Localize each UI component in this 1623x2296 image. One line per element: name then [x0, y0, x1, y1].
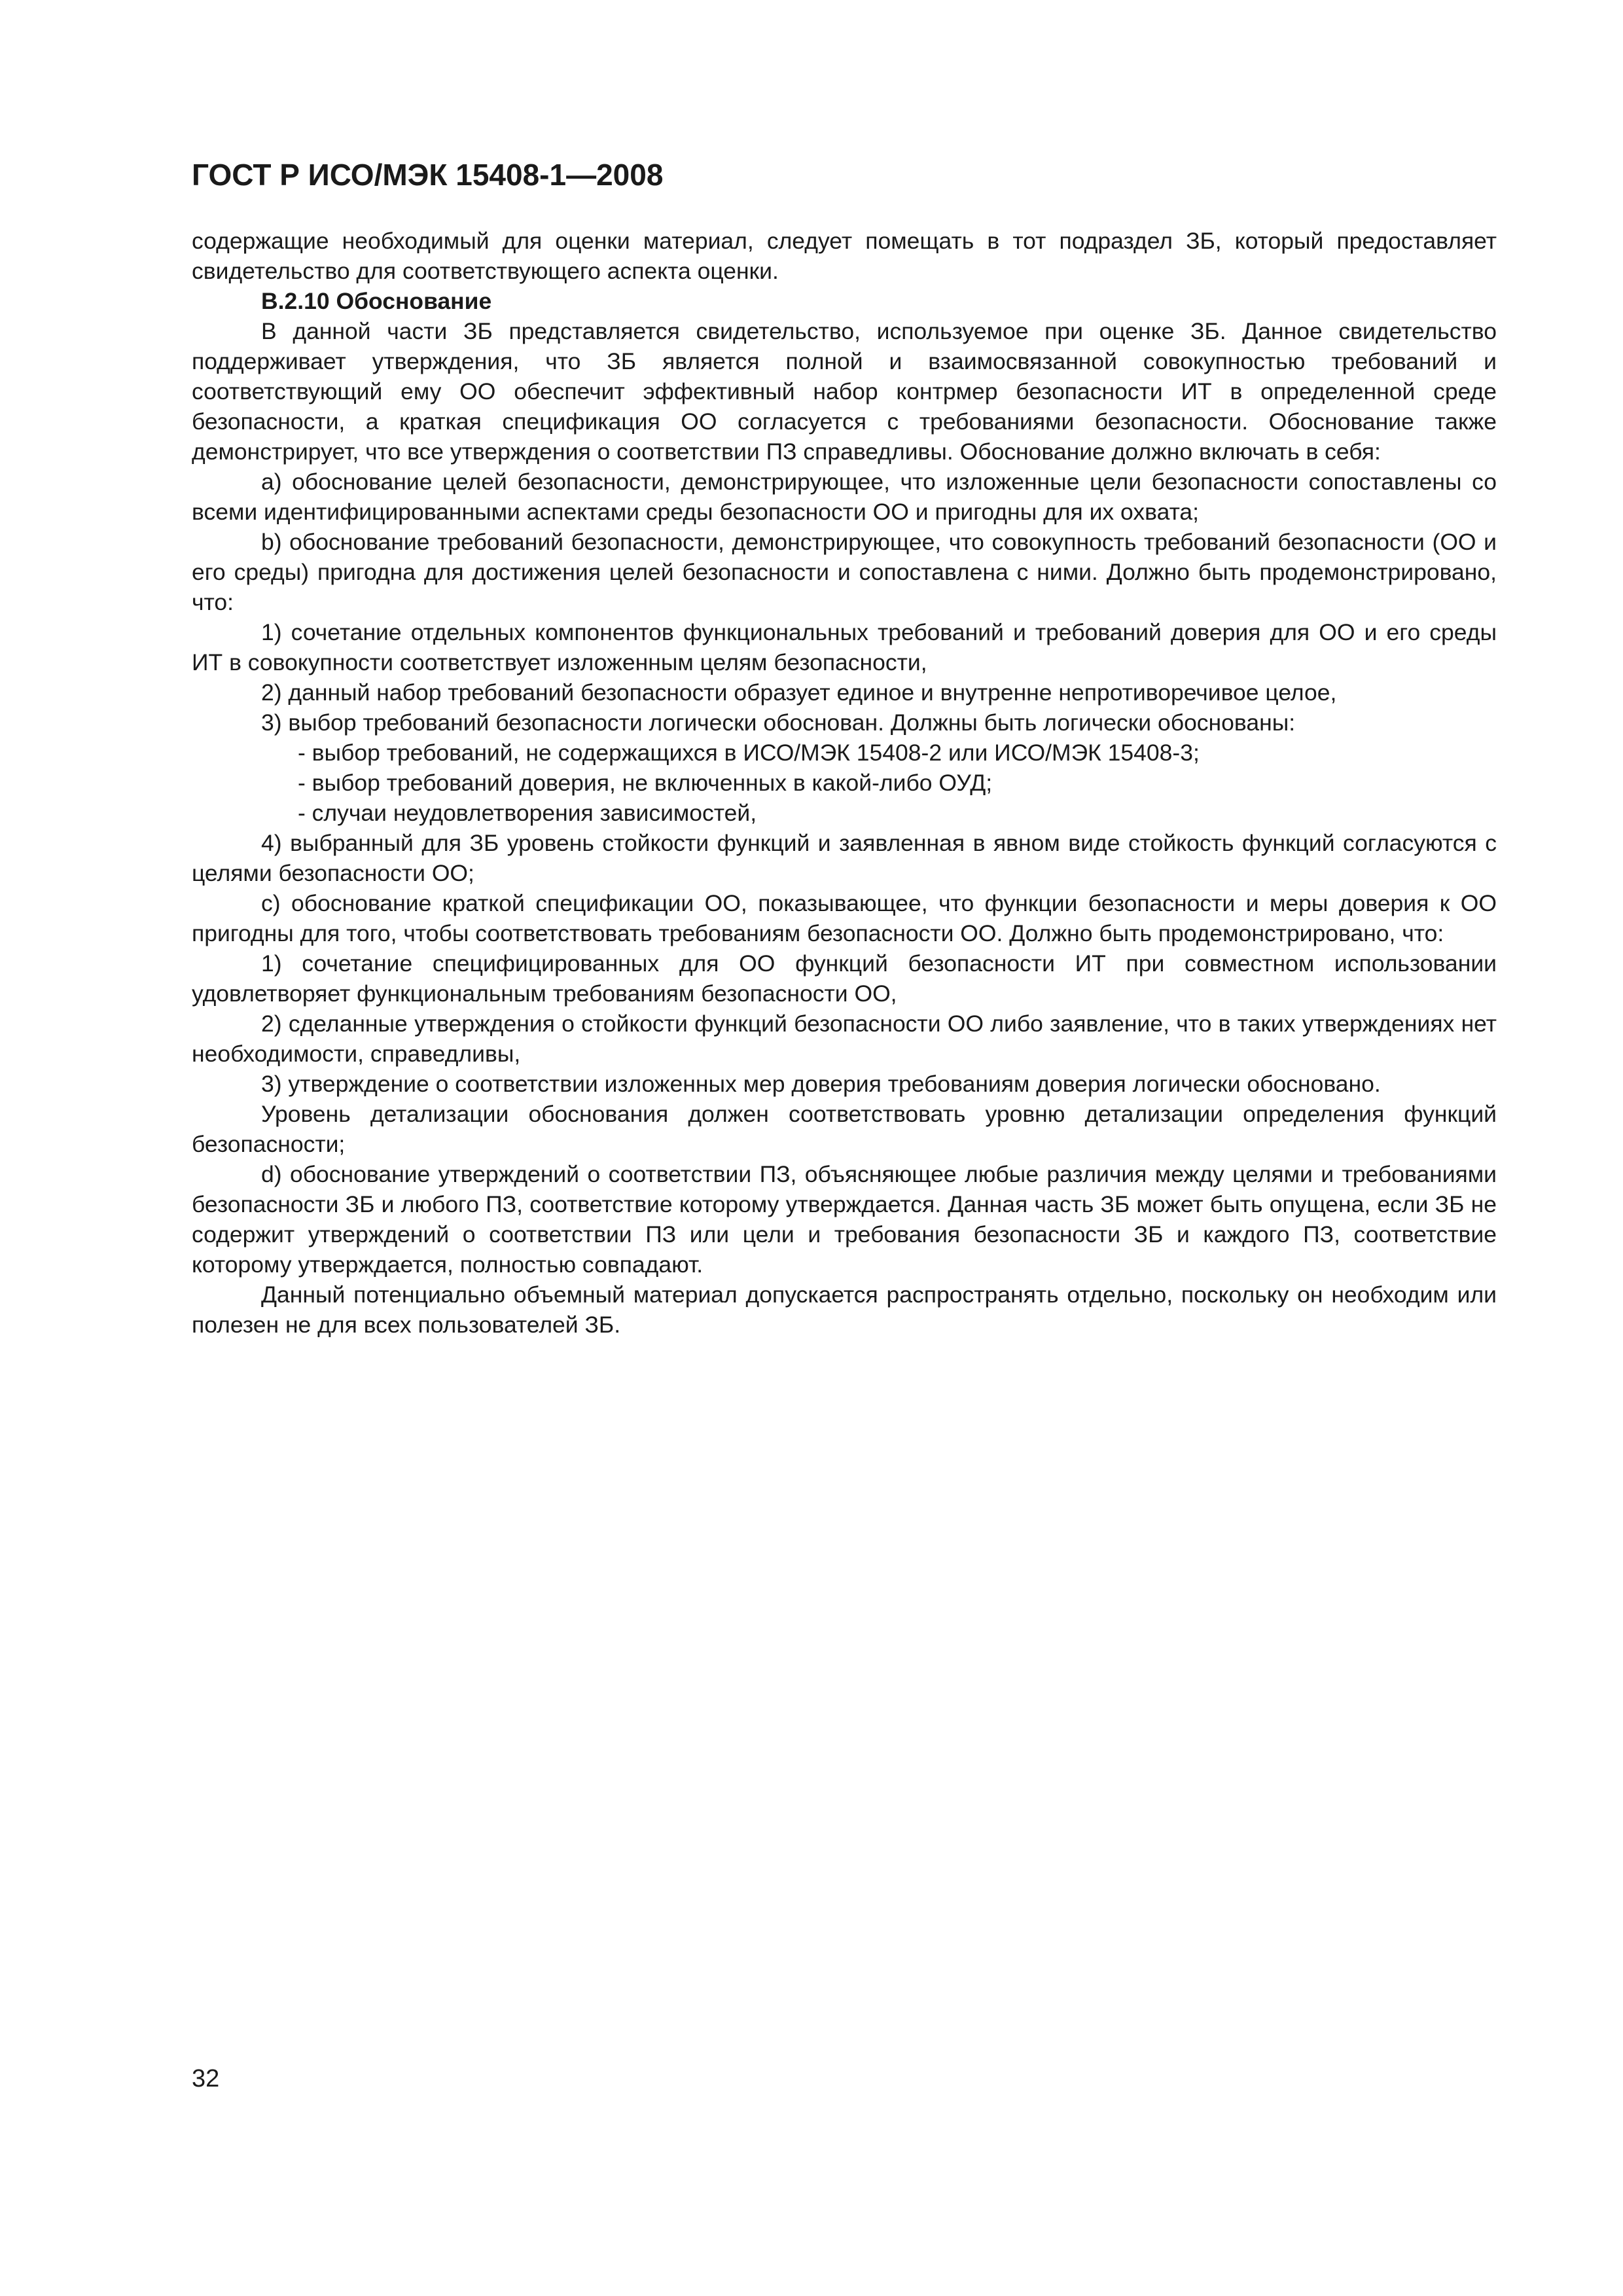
dash-item-1: - выбор требований, не содержащихся в ИСО/МЭК 15408-2 или ИСО/МЭК 15408-3; [298, 740, 1200, 766]
page-number: 32 [192, 2065, 220, 2092]
list-item-a: a) обоснование целей безопасности, демонстрирующее, что изложенные цели безопасности сопоставлены со всеми идентифицированными аспектами среды безопасности ОО и пригодны для их охвата; [192, 469, 1497, 525]
dash-item-3: - случаи неудовлетворения зависимостей, [298, 800, 757, 826]
list-item-c: c) обоснование краткой спецификации ОО, показывающее, что функции безопасности и меры доверия к ОО пригодны для того, чтобы соответствовать требованиям безопасности ОО. Должно быть продемонстрировано, что: [192, 890, 1497, 946]
section-heading: В.2.10 Обоснование [261, 288, 492, 314]
list-item-d: d) обоснование утверждений о соответствии ПЗ, объясняющее любые различия между целями и требованиями безопасности ЗБ и любого ПЗ, соответствие которому утверждается. Данная часть ЗБ может быть опущена, если ЗБ не содержит утверждений о соответствии ПЗ или цели и требования безопасности ЗБ и каждого ПЗ, соответствие которому утверждается, полностью совпадают. [192, 1161, 1497, 1278]
list-item-c-2: 2) сделанные утверждения о стойкости функций безопасности ОО либо заявление, что в таких утверждениях нет необходимости, справедливы, [192, 1011, 1497, 1067]
list-item-b: b) обоснование требований безопасности, демонстрирующее, что совокупность требований безопасности (ОО и его среды) пригодна для достижения целей безопасности и сопоставлена с ними. Должно быть продемонстрировано, что: [192, 529, 1497, 615]
dash-item-2: - выбор требований доверия, не включенных в какой-либо ОУД; [298, 770, 993, 796]
document-body [192, 226, 1497, 1340]
list-item-b-4: 4) выбранный для ЗБ уровень стойкости функций и заявленная в явном виде стойкость функций согласуются с целями безопасности ОО; [192, 830, 1497, 886]
list-item-c-1: 1) сочетание специфицированных для ОО функций безопасности ИТ при совместном использовании удовлетворяет функциональным требованиям безопасности ОО, [192, 950, 1497, 1007]
paragraph-detail-level: Уровень детализации обоснования должен соответствовать уровню детализации определения функций безопасности; [192, 1101, 1497, 1157]
list-item-b-1: 1) сочетание отдельных компонентов функциональных требований и требований доверия для ОО и его среды ИТ в совокупности соответствует изложенным целям безопасности, [192, 619, 1497, 675]
list-item-c-3: 3) утверждение о соответствии изложенных мер доверия требованиям доверия логически обосновано. [261, 1071, 1381, 1097]
page-header: ГОСТ Р ИСО/МЭК 15408-1—2008 [192, 158, 664, 192]
paragraph-intro: В данной части ЗБ представляется свидетельство, используемое при оценке ЗБ. Данное свидетельство поддерживает утверждения, что ЗБ является полной и взаимосвязанной совокупностью требований и соответствующий ему ОО обеспечит эффективный набор контрмер безопасности ИТ в определенной среде безопасности, а краткая спецификация ОО согласуется с требованиями безопасности. Обоснование также демонстрирует, что все утверждения о соответствии ПЗ справедливы. Обоснование должно включать в себя: [192, 318, 1497, 465]
paragraph-continuation: содержащие необходимый для оценки материал, следует помещать в тот подраздел ЗБ, который предоставляет свидетельство для соответствующего аспекта оценки. [192, 228, 1497, 284]
list-item-b-2: 2) данный набор требований безопасности образует единое и внутренне непротиворечивое целое, [261, 679, 1337, 706]
list-item-b-3: 3) выбор требований безопасности логически обоснован. Должны быть логически обоснованы: [261, 709, 1296, 736]
paragraph-closing: Данный потенциально объемный материал допускается распространять отдельно, поскольку он необходим или полезен не для всех пользователей ЗБ. [192, 1282, 1497, 1338]
